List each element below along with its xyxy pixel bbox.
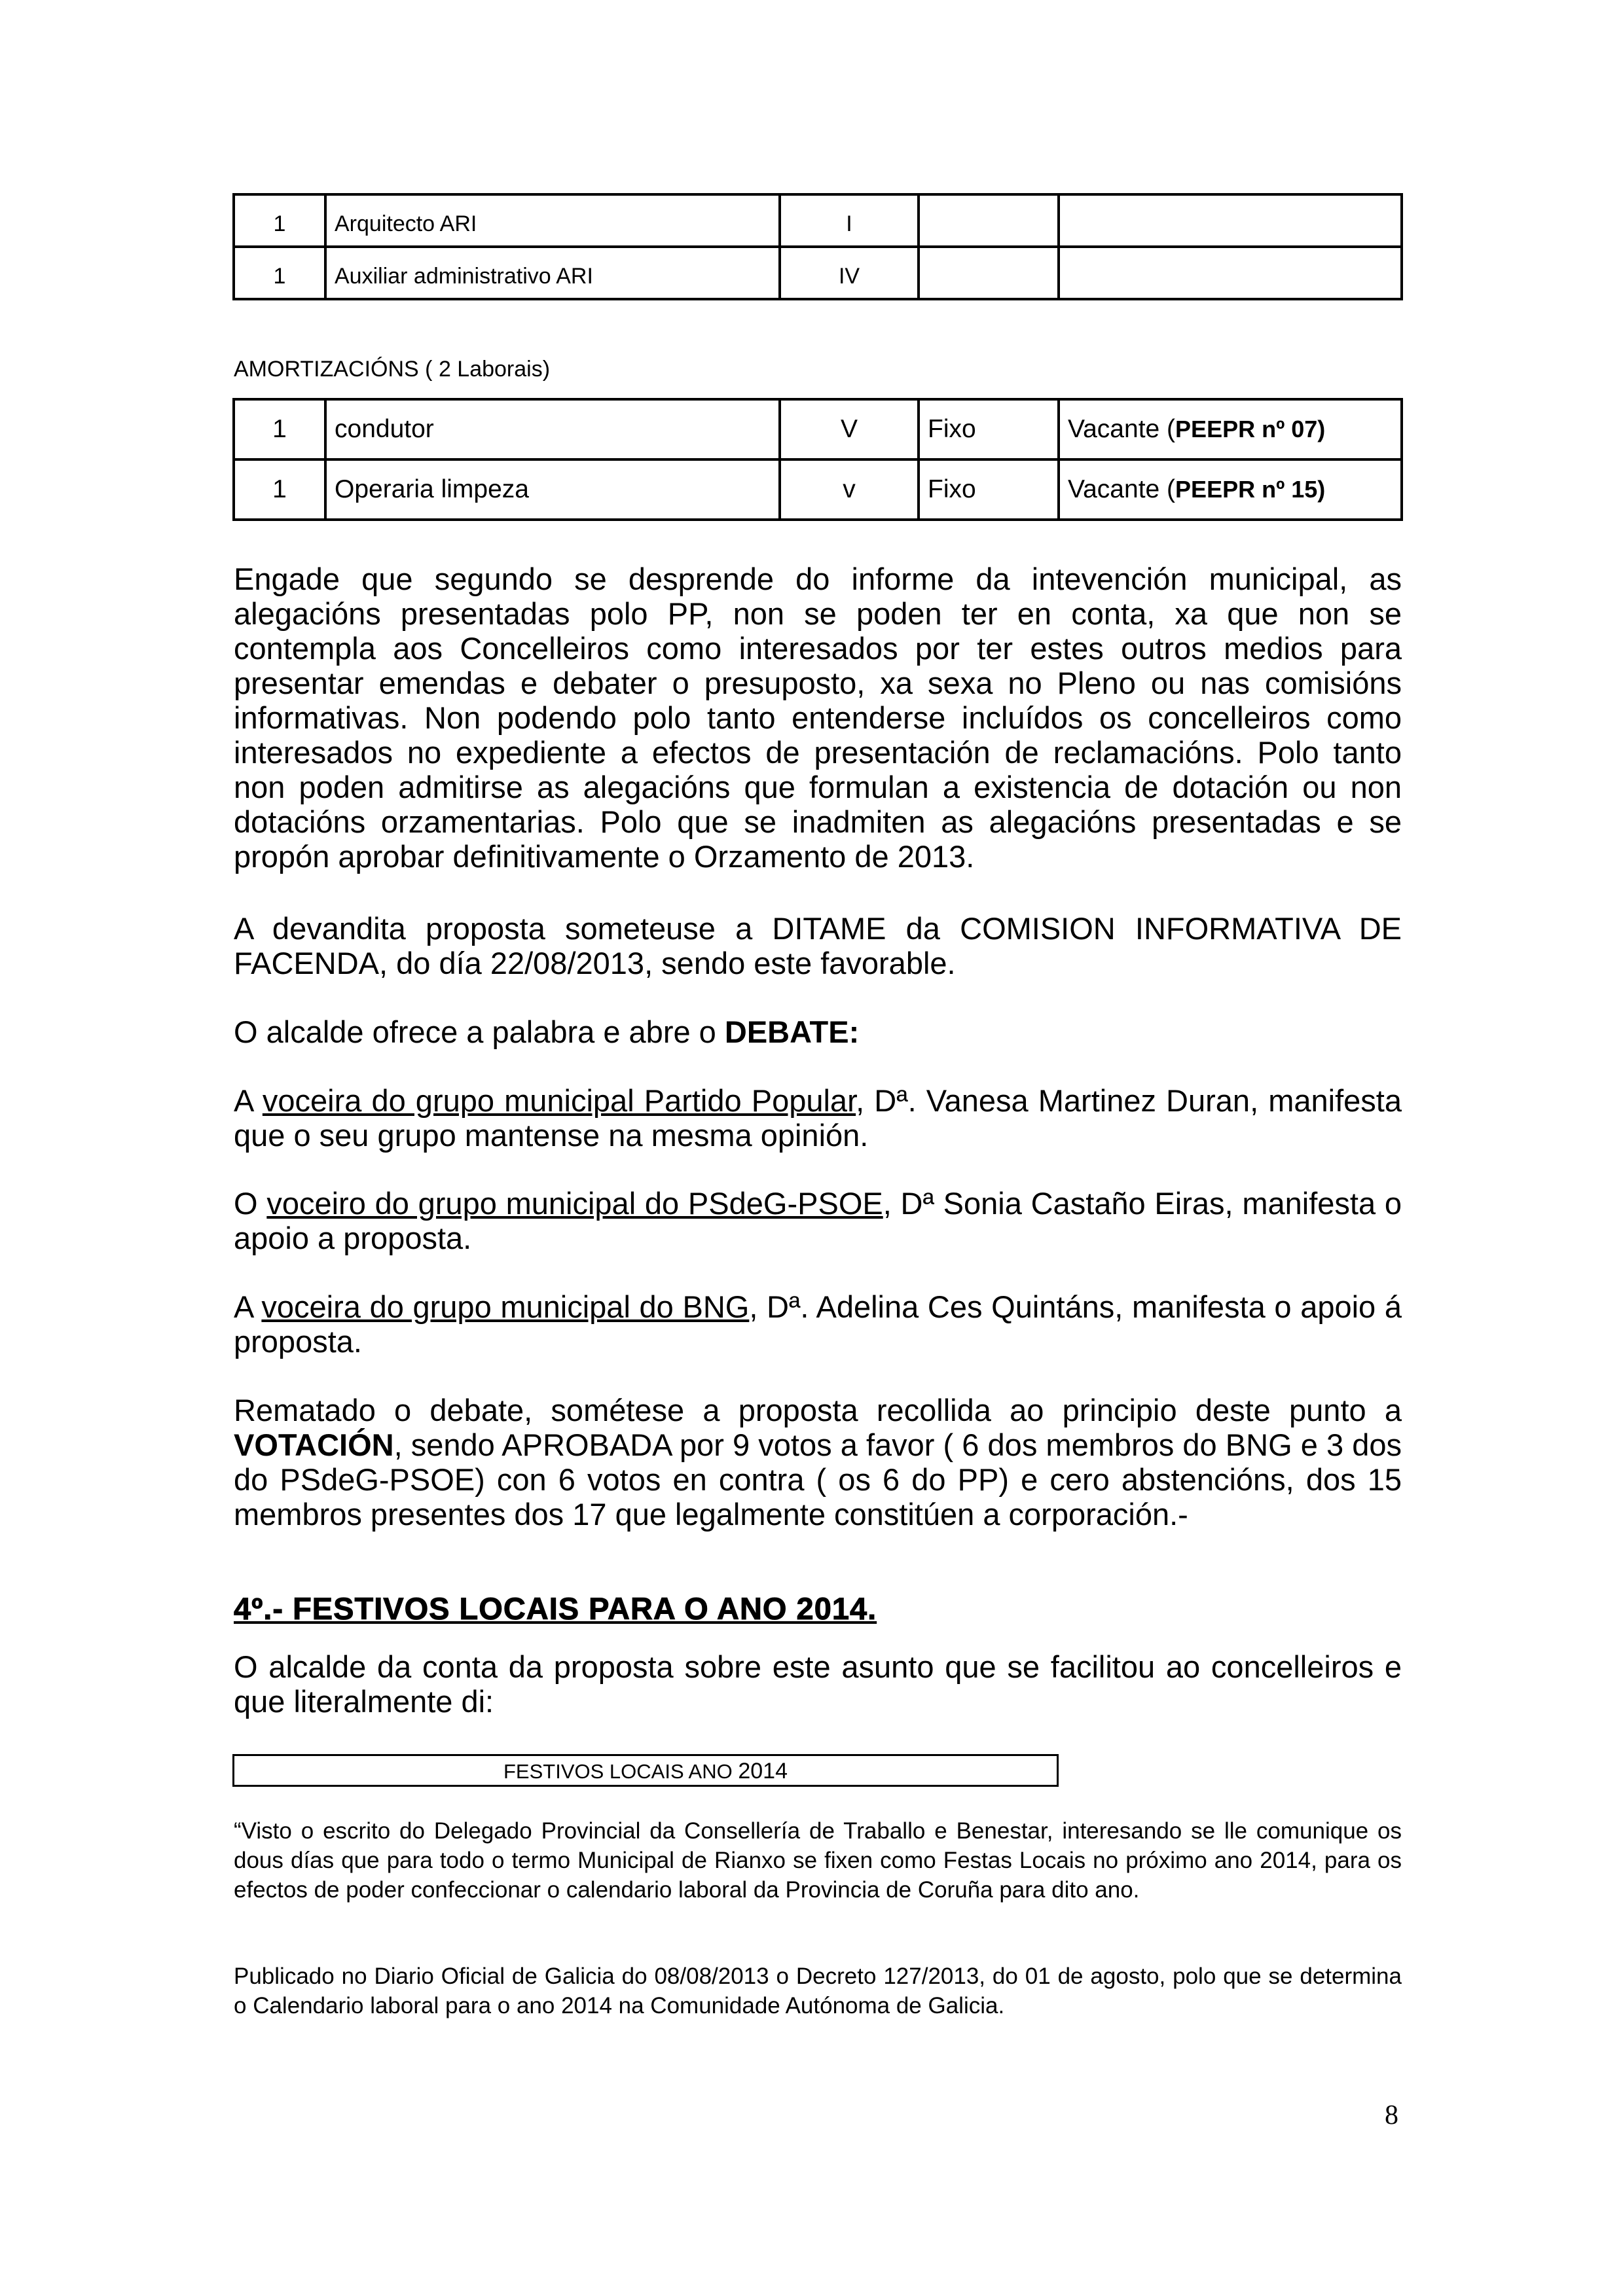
paragraph-pp — [234, 1083, 1402, 1153]
group-cell: v — [780, 459, 919, 520]
type-cell: Fixo — [919, 459, 1059, 520]
table-row — [234, 247, 1402, 299]
status-prefix: Vacante ( — [1068, 415, 1176, 443]
spokesperson-bng: voceira do grupo municipal do BNG — [261, 1289, 750, 1324]
status-cell — [1059, 399, 1402, 459]
box-label: FESTIVOS LOCAIS ANO — [503, 1760, 733, 1783]
qty-cell: 1 — [234, 399, 325, 459]
paragraph-text: , Dª. Vanesa Martinez Duran, manifesta que o seu grupo mantense na mesma opinión. — [234, 1083, 1402, 1153]
paragraph-text: Engade que segundo se desprende do informe da intevención municipal, as alegacións presentadas polo PP, non se poden ter en conta, xa que non se contempla aos Concelleiros como interesados por ter estes outros medios para presentar emendas e debater o presuposto, xa sexa no Pleno ou nas comisións informativas. Non podendo polo tanto entenderse incluídos os concelleiros como interesados no expediente a efectos de presentación de reclamacións. Polo tanto non poden admitirse as alegacións que formulan a existencia de dotación ou non dotacións orzamentarias. Polo que se inadmiten as alegacións presentadas e se propón aprobar definitivamente o Orzamento de 2013. — [234, 562, 1402, 874]
group-cell: I — [780, 194, 919, 247]
paragraph-bng — [234, 1289, 1402, 1359]
paragraph-text: , sendo APROBADA por 9 votos a favor ( 6 dos membros do BNG e 3 dos do PSdeG-PSOE) con 6 votos en contra ( os 6 do PP) e cero abstencións, dos 15 membros presentes dos 17 que legalmente constitúen a corporación.- — [234, 1427, 1402, 1532]
qty-cell: 1 — [234, 247, 325, 299]
quote-paragraph-1 — [234, 1816, 1402, 1905]
status-cell — [1059, 247, 1402, 299]
type-cell — [919, 194, 1059, 247]
paragraph-text: O alcalde ofrece a palabra e abre o — [234, 1014, 725, 1049]
type-cell — [919, 247, 1059, 299]
paragraph-text: O — [234, 1186, 267, 1221]
status-cell — [1059, 194, 1402, 247]
spokesperson-psoe: voceiro do grupo municipal do PSdeG-PSOE — [266, 1186, 883, 1221]
amortizations-table — [232, 398, 1403, 521]
paragraph-text: A — [234, 1083, 263, 1118]
qty-cell: 1 — [234, 194, 325, 247]
peepr-ref: PEEPR nº 15) — [1175, 476, 1326, 503]
festivos-title-box — [232, 1754, 1059, 1787]
paragraph-votacion — [234, 1393, 1402, 1532]
table-row — [234, 194, 1402, 247]
page-number: 8 — [1385, 2100, 1398, 2130]
paragraph-text: Rematado o debate, sométese a proposta recollida ao principio deste punto a — [234, 1393, 1402, 1427]
post-cell: Arquitecto ARI — [325, 194, 780, 247]
paragraph-text: A devandita proposta someteuse a DITAME da COMISION INFORMATIVA DE FACENDA, do día 22/08/2013, sendo este favorable. — [234, 911, 1402, 980]
group-cell: IV — [780, 247, 919, 299]
table-row — [234, 459, 1402, 520]
paragraph-alcalde — [234, 1649, 1402, 1719]
section-heading: 4º.- FESTIVOS LOCAIS PARA O ANO 2014. — [234, 1591, 877, 1626]
post-cell: Operaria limpeza — [325, 459, 780, 520]
status-prefix: Vacante ( — [1068, 475, 1176, 503]
paragraph-text: O alcalde da conta da proposta sobre este asunto que se facilitou ao concelleiros e que literalmente di: — [234, 1649, 1402, 1719]
paragraph-engade — [234, 562, 1402, 874]
paragraph-text: “Visto o escrito do Delegado Provincial da Consellería de Traballo e Benestar, interesando se lle comunique os dous días que para todo o termo Municipal de Rianxo se fixen como Festas Locais no próximo ano 2014, para os efectos de poder confeccionar o calendario laboral da Provincia de Coruña para dito ano. — [234, 1818, 1402, 1903]
paragraph-text: Publicado no Diario Oficial de Galicia do 08/08/2013 o Decreto 127/2013, do 01 de agosto, polo que se determina o Calendario laboral para o ano 2014 na Comunidade Autónoma de Galicia. — [234, 1964, 1402, 2018]
paragraph-psoe — [234, 1186, 1402, 1255]
paragraph-text: , Dª Sonia Castaño Eiras, manifesta o apoio a proposta. — [234, 1186, 1402, 1255]
paragraph-debate — [234, 1014, 1402, 1049]
group-cell: V — [780, 399, 919, 459]
table-row — [234, 399, 1402, 459]
spokesperson-pp: voceira do grupo municipal Partido Popular — [262, 1083, 856, 1118]
paragraph-text: , Dª. Adelina Ces Quintáns, manifesta o apoio á proposta. — [234, 1289, 1402, 1359]
amortizacions-label: AMORTIZACIÓNS ( 2 Laborais) — [234, 357, 551, 382]
post-cell: condutor — [325, 399, 780, 459]
peepr-ref: PEEPR nº 07) — [1175, 416, 1326, 442]
qty-cell: 1 — [234, 459, 325, 520]
debate-label: DEBATE: — [724, 1014, 860, 1049]
quote-paragraph-2 — [234, 1962, 1402, 2020]
status-cell — [1059, 459, 1402, 520]
staff-table — [232, 193, 1403, 300]
paragraph-ditame — [234, 911, 1402, 980]
type-cell: Fixo — [919, 399, 1059, 459]
paragraph-text: A — [234, 1289, 262, 1324]
box-year: 2014 — [738, 1759, 788, 1784]
post-cell: Auxiliar administrativo ARI — [325, 247, 780, 299]
votacion-label: VOTACIÓN — [234, 1427, 394, 1462]
